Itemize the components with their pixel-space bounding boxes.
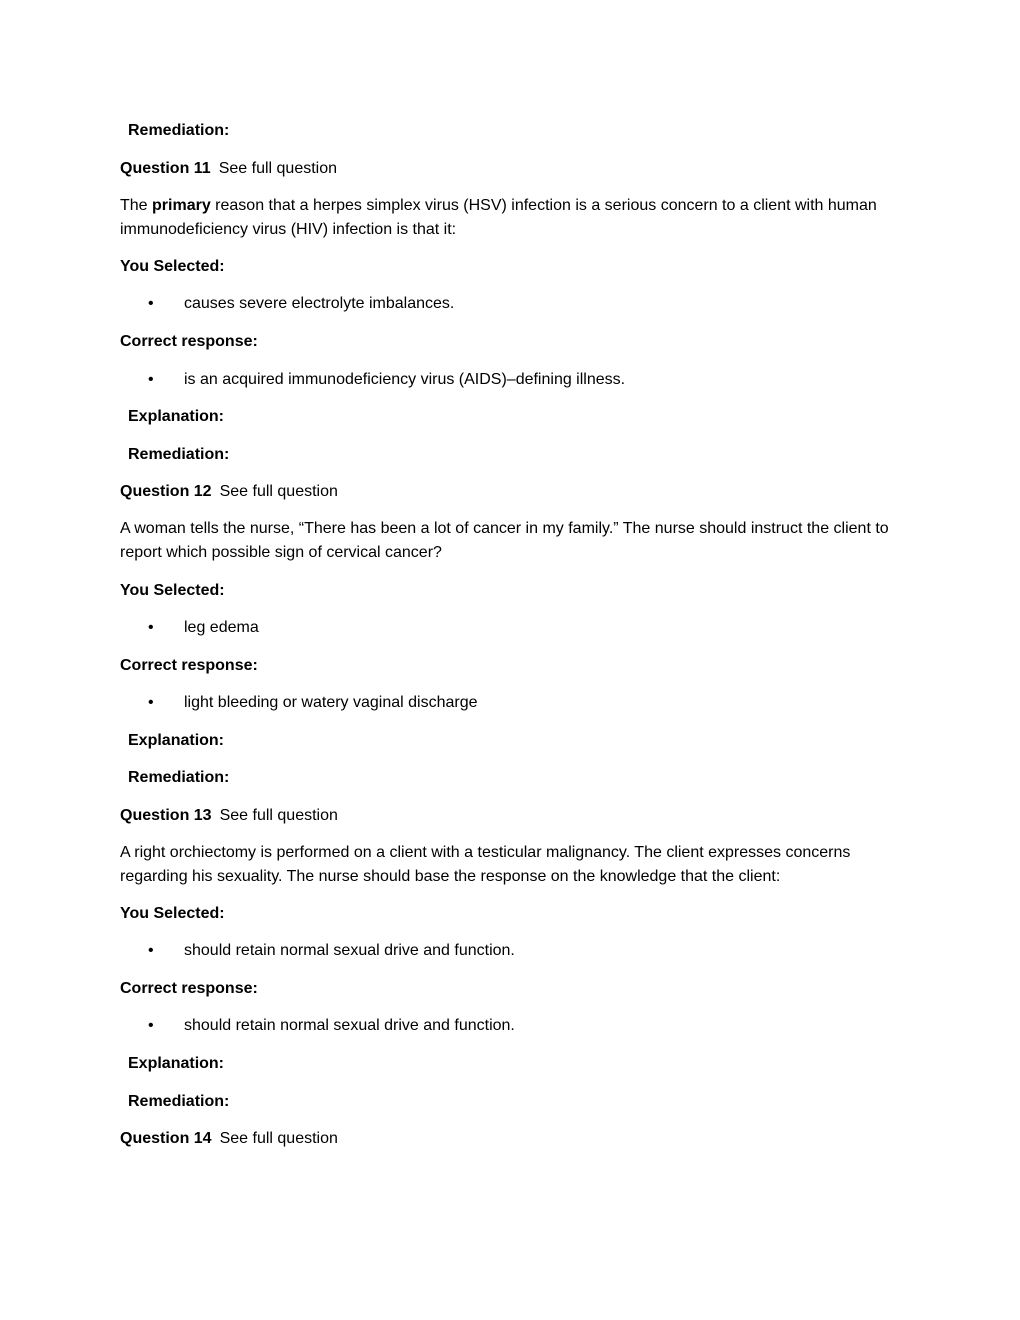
question-text-part: reason that a herpes simplex virus (HSV) infection is a serious concern to a client with human immunodeficiency virus (HIV) infection is that it: — [120, 197, 877, 238]
you-selected-label: You Selected: — [120, 582, 225, 599]
question-number: Question 12 — [120, 483, 212, 500]
correct-response-label: Correct response: — [120, 657, 258, 674]
question-header — [120, 157, 337, 181]
see-full-question-link[interactable]: See full question — [219, 1130, 338, 1147]
remediation-label: Remediation: — [128, 1093, 230, 1110]
remediation-label: Remediation: — [128, 446, 230, 463]
question-header — [120, 804, 338, 828]
question-text: A right orchiectomy is performed on a client with a testicular malignancy. The client expresses concerns regarding his sexuality. The nurse should base the response on the knowledge that the client: — [120, 844, 851, 885]
explanation-label: Explanation: — [128, 408, 225, 425]
question-text — [120, 194, 900, 242]
you-selected-label: You Selected: — [120, 258, 225, 275]
see-full-question-link[interactable]: See full question — [218, 160, 338, 177]
selected-answer-text: causes severe electrolyte imbalances. — [184, 295, 455, 312]
correct-response-label: Correct response: — [120, 333, 258, 350]
correct-answer-text: light bleeding or watery vaginal discharge — [184, 694, 478, 711]
question-header — [120, 1127, 338, 1151]
remediation-label: Remediation: — [128, 769, 230, 786]
see-full-question-link[interactable]: See full question — [219, 807, 338, 824]
correct-answer-text: is an acquired immunodeficiency virus (AIDS)–defining illness. — [184, 371, 626, 388]
remediation-label: Remediation: — [128, 122, 230, 139]
question-number: Question 11 — [120, 160, 211, 177]
explanation-label: Explanation: — [128, 1055, 225, 1072]
question-text: A woman tells the nurse, “There has been a lot of cancer in my family.” The nurse should instruct the client to report which possible sign of cervical cancer? — [120, 520, 889, 561]
bullet-icon: • — [148, 694, 154, 711]
see-full-question-link[interactable]: See full question — [219, 483, 338, 500]
question-text-part: The — [120, 197, 153, 214]
explanation-label: Explanation: — [128, 732, 225, 749]
you-selected-label: You Selected: — [120, 905, 225, 922]
correct-response-label: Correct response: — [120, 980, 258, 997]
bullet-icon: • — [148, 371, 154, 388]
selected-answer-text: should retain normal sexual drive and function. — [184, 942, 515, 959]
selected-answer-text: leg edema — [184, 619, 259, 636]
correct-answer-text: should retain normal sexual drive and function. — [184, 1017, 515, 1034]
bullet-icon: • — [148, 619, 154, 636]
question-number: Question 13 — [120, 807, 212, 824]
question-header — [120, 480, 338, 504]
bullet-icon: • — [148, 1017, 154, 1034]
question-text-emphasis: primary — [152, 197, 211, 214]
question-number: Question 14 — [120, 1130, 212, 1147]
bullet-icon: • — [148, 295, 154, 312]
bullet-icon: • — [148, 942, 154, 959]
